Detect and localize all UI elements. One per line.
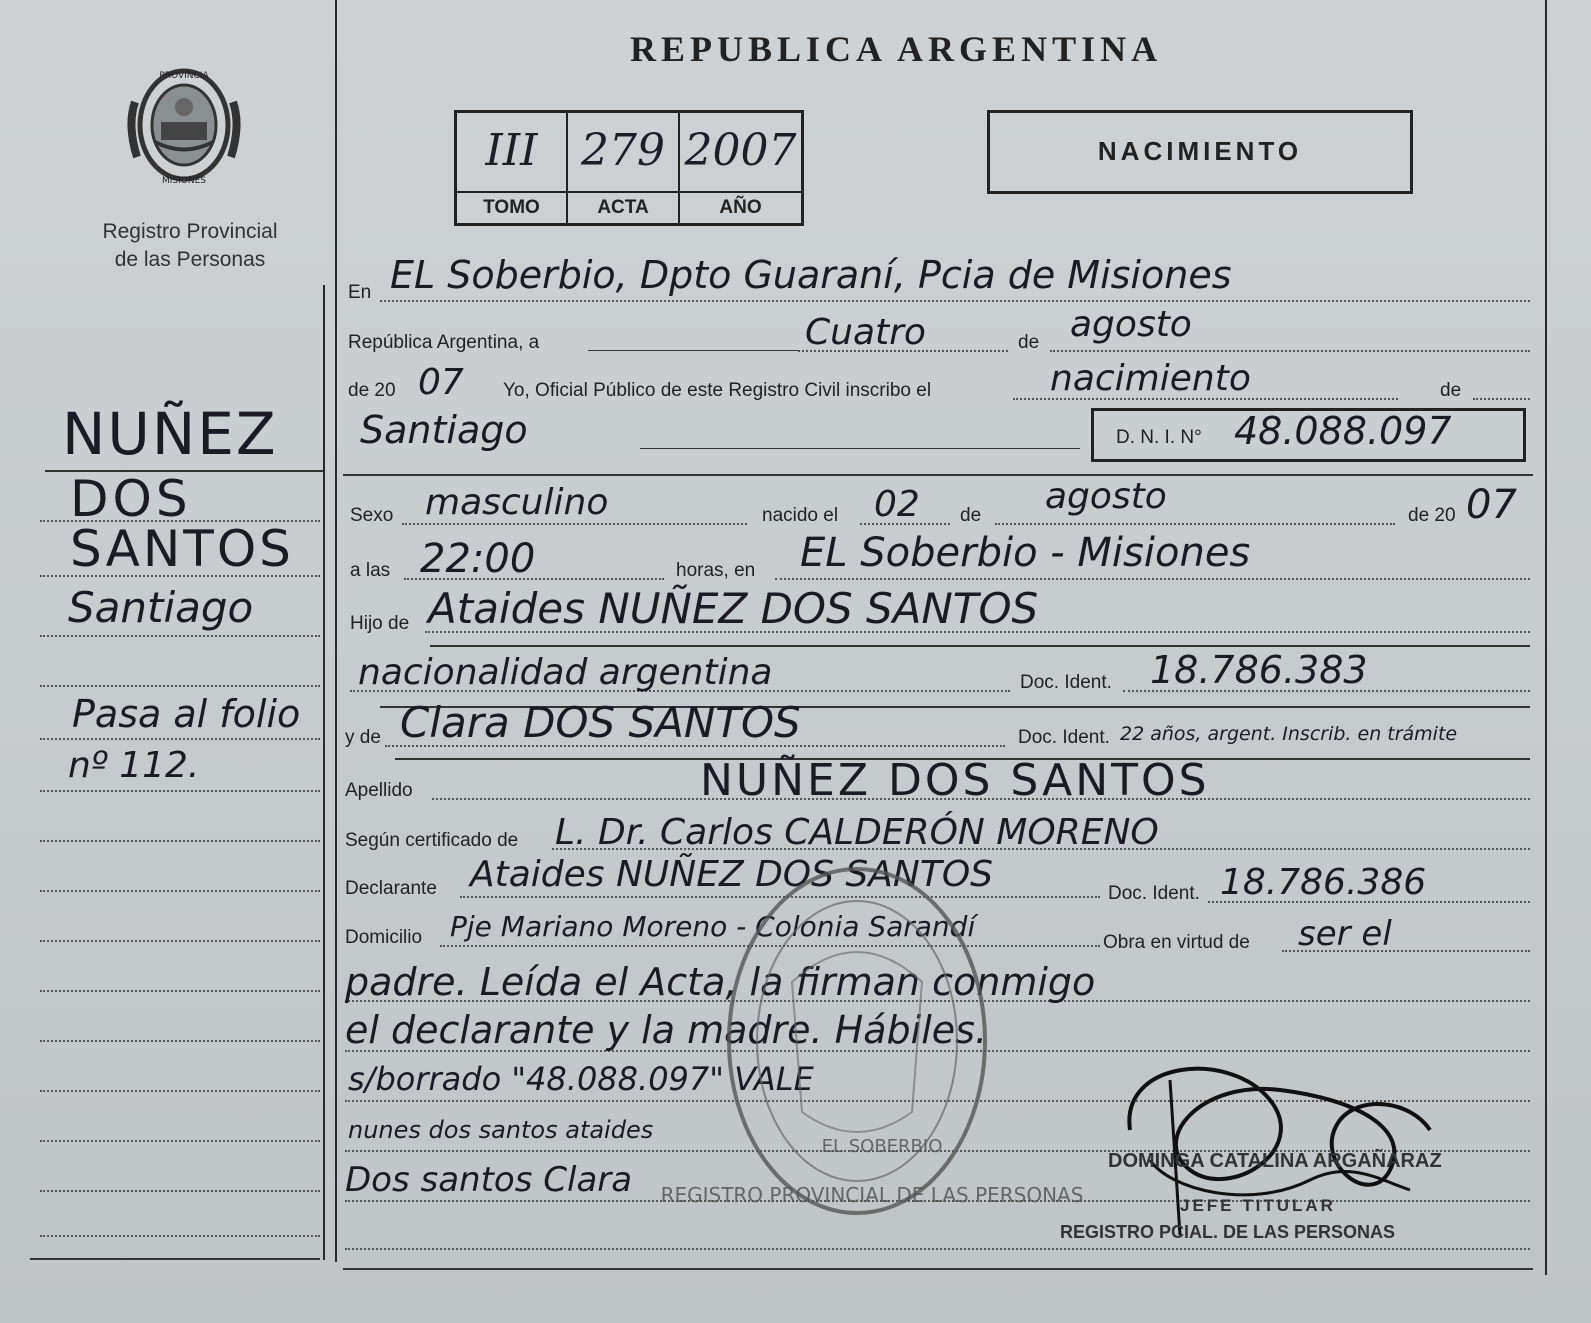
obra-value: ser el: [1298, 914, 1392, 954]
tomo-cell: [457, 113, 568, 223]
birth-year: 07: [1466, 482, 1517, 528]
dni-label: D. N. I. N°: [1116, 427, 1202, 448]
segun-label: Según certificado de: [345, 830, 519, 851]
mother-value: Clara DOS SANTOS: [400, 698, 801, 747]
en-label: En: [348, 282, 372, 303]
de-label-1: de: [1018, 332, 1040, 353]
text-line-5: Dos santos Clara: [345, 1160, 633, 1200]
year-value: 07: [418, 362, 464, 403]
text-line-1: padre. Leída el Acta, la firman conmigo: [345, 960, 1096, 1004]
father-nationality: nacionalidad argentina: [358, 652, 773, 693]
declarante-label: Declarante: [345, 878, 437, 899]
anio-cell: [680, 113, 801, 223]
official-title: JEFE TITULAR: [1180, 1196, 1336, 1215]
margin-note-line-1: Pasa al folio: [72, 692, 301, 736]
de-label-3: de: [960, 505, 982, 526]
text-line-2: el declarante y la madre. Hábiles.: [345, 1008, 988, 1052]
yo-label: Yo, Oficial Público de este Registro Civil inscribo el: [503, 380, 932, 401]
doc-label-2: Doc. Ident.: [1018, 727, 1110, 748]
hijo-label: Hijo de: [350, 613, 410, 634]
left-divider: [335, 0, 337, 1262]
birth-month: agosto: [1045, 476, 1167, 517]
yde-label: y de: [345, 727, 381, 748]
registry-line-2: de las Personas: [114, 248, 266, 271]
mother-doc: 22 años, argent. Inscrib. en trámite: [1120, 723, 1458, 745]
declarante-value: Ataides NUÑEZ DOS SANTOS: [470, 854, 994, 895]
anio-value: 2007: [684, 125, 797, 176]
tomo-label: TOMO: [483, 197, 540, 218]
seal-bottom-text: MISIONES: [161, 176, 207, 186]
horas-label: horas, en: [676, 560, 756, 581]
tomo-value: III: [485, 125, 538, 176]
margin-note-line-2: nº 112.: [68, 745, 200, 786]
place-value: EL Soberbio - Misiones: [800, 530, 1251, 576]
declarante-doc: 18.786.386: [1220, 862, 1427, 903]
right-border: [1545, 0, 1547, 1275]
domicilio-value: Pje Mariano Moreno - Colonia Sarandí: [450, 910, 976, 943]
de20-label-2: de 20: [1408, 505, 1456, 526]
obra-label: Obra en virtud de: [1103, 932, 1250, 953]
official-name: DOMINGA CATALINA ARGAÑARAZ: [1108, 1150, 1442, 1172]
doc-label-3: Doc. Ident.: [1108, 883, 1200, 904]
margin-right-divider: [323, 285, 325, 1260]
sexo-value: masculino: [425, 482, 609, 523]
official-office: REGISTRO PCIAL. DE LAS PERSONAS: [1060, 1222, 1396, 1242]
section-divider: [343, 474, 1533, 476]
dni-value: 48.088.097: [1234, 409, 1452, 453]
provincial-seal-logo: [125, 62, 243, 188]
anio-label: AÑO: [719, 197, 762, 218]
birth-day: 02: [874, 484, 920, 525]
de-label-2: de: [1440, 380, 1462, 401]
domicilio-label: Domicilio: [345, 927, 423, 948]
apellido-label: Apellido: [345, 780, 413, 801]
margin-surname-1: NUÑEZ: [62, 400, 278, 468]
nacido-label: nacido el: [762, 505, 839, 526]
republica-label: República Argentina, a: [348, 332, 540, 353]
name-value: Santiago: [360, 408, 528, 452]
stamp-inner-text: EL SOBERBIO: [821, 1136, 943, 1157]
en-value: EL Soberbio, Dpto Guaraní, Pcia de Misiones: [390, 253, 1232, 297]
stamp-outer-text: REGISTRO PROVINCIAL DE LAS PERSONAS: [660, 1183, 1084, 1207]
time-value: 22:00: [420, 536, 536, 582]
bottom-rule: [343, 1268, 1533, 1270]
acta-label: ACTA: [597, 197, 649, 218]
sexo-label: Sexo: [350, 505, 394, 526]
text-line-3: s/borrado "48.088.097" VALE: [348, 1060, 814, 1098]
dni-box: [1091, 408, 1526, 462]
margin-given-name: Santiago: [68, 583, 254, 632]
registry-name: [70, 218, 310, 274]
month-value: agosto: [1070, 304, 1192, 345]
seal-top-text: PROVINCIA: [159, 71, 209, 81]
act-value: nacimiento: [1050, 358, 1251, 399]
margin-surname-2: DOS: [70, 470, 192, 528]
father-doc: 18.786.383: [1150, 648, 1368, 692]
country-title: REPUBLICA ARGENTINA: [630, 29, 1163, 69]
day-value: Cuatro: [805, 312, 926, 353]
record-type-box: NACIMIENTO: [987, 110, 1413, 194]
text-line-4: nunes dos santos ataides: [348, 1116, 654, 1144]
apellido-value: NUÑEZ DOS SANTOS: [700, 755, 1210, 806]
de20-label: de 20: [348, 380, 396, 401]
acta-cell: [568, 113, 680, 223]
record-number-box: [454, 110, 804, 226]
registry-line-1: Registro Provincial: [102, 220, 278, 243]
acta-value: 279: [581, 125, 665, 176]
margin-surname-3: SANTOS: [70, 520, 294, 578]
segun-value: L. Dr. Carlos CALDERÓN MORENO: [555, 812, 1159, 853]
father-value: Ataides NUÑEZ DOS SANTOS: [428, 584, 1039, 633]
alas-label: a las: [350, 560, 391, 581]
margin-bottom-rule: [30, 1258, 320, 1260]
doc-label-1: Doc. Ident.: [1020, 672, 1112, 693]
